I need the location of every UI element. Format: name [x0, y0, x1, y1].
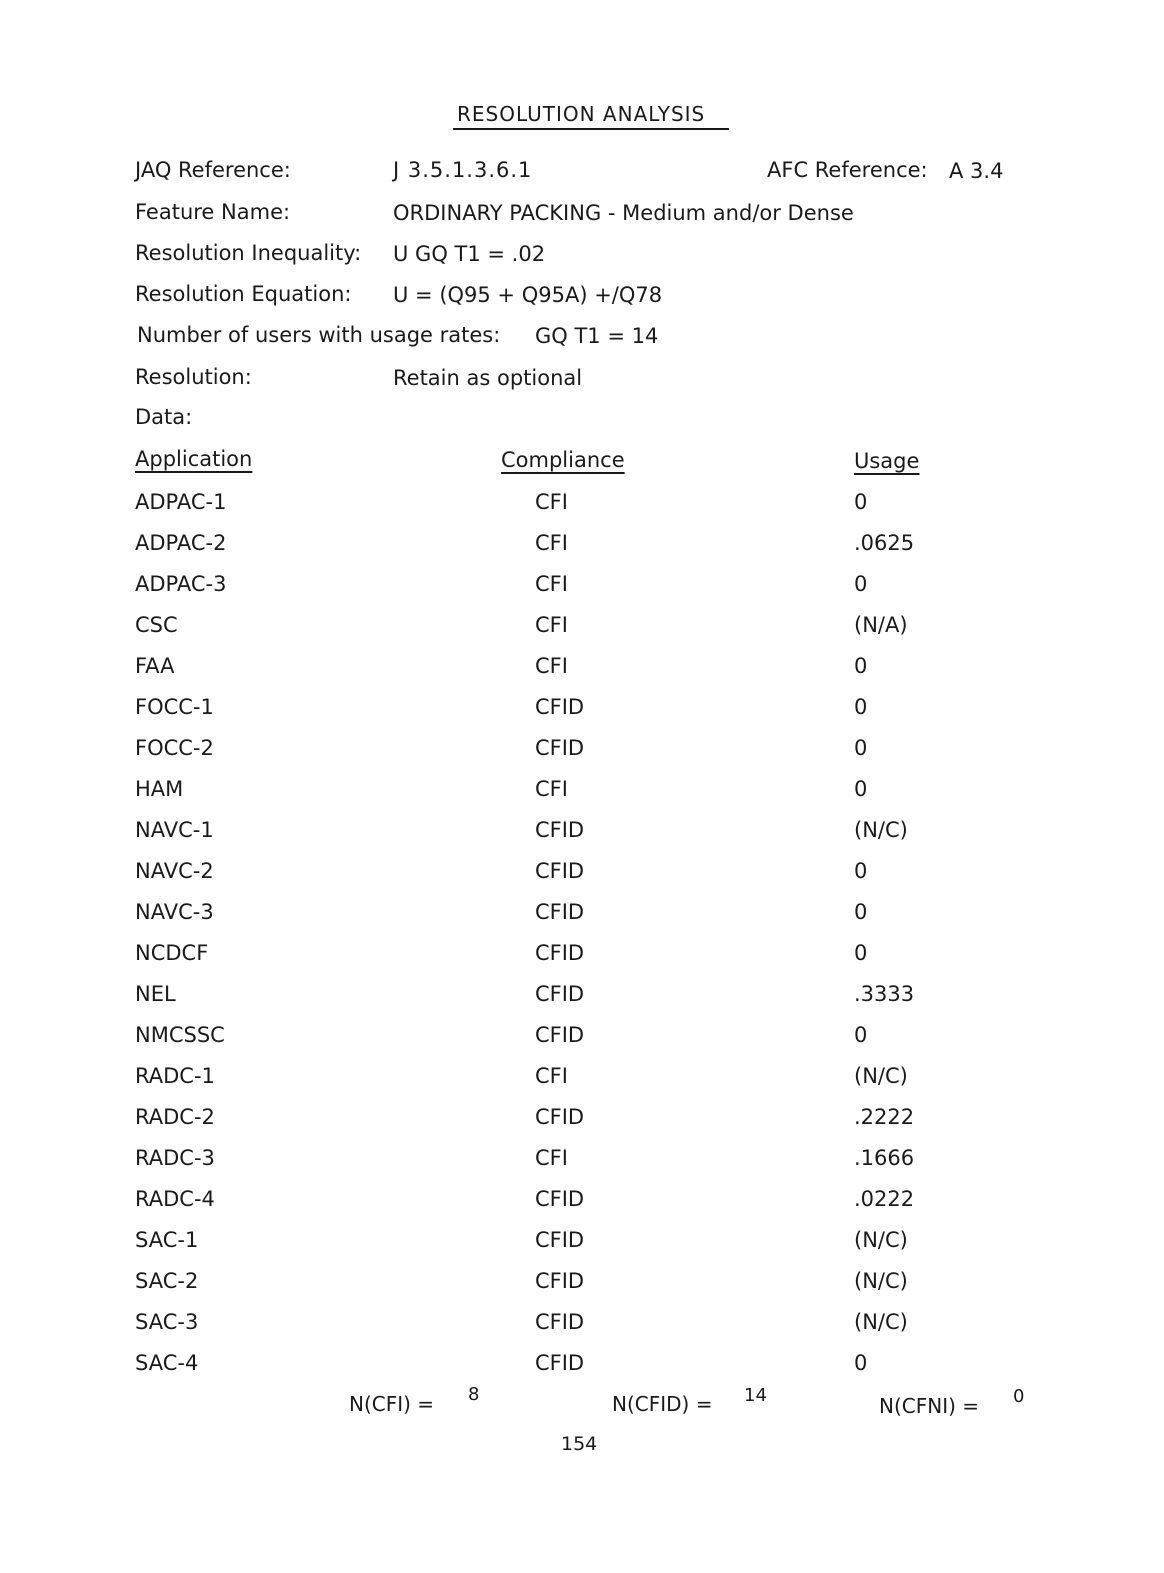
- table-row: [0, 613, 1164, 654]
- usage-cell: (N/A): [854, 613, 908, 637]
- application-cell: RADC-1: [135, 1064, 215, 1088]
- application-cell: SAC-3: [135, 1310, 199, 1334]
- column-header-usage: Usage: [854, 449, 920, 473]
- resolution-label: Resolution:: [135, 365, 252, 389]
- compliance-cell: CFID: [535, 1310, 585, 1334]
- resolution-inequality-value: U GQ T1 = .02: [393, 242, 546, 266]
- cfi-count-value: 8: [468, 1384, 480, 1405]
- application-cell: FOCC-1: [135, 695, 214, 719]
- table-row: [0, 1187, 1164, 1228]
- table-row: [0, 1023, 1164, 1064]
- table-row: [0, 818, 1164, 859]
- table-row: [0, 1351, 1164, 1392]
- usage-cell: 0: [854, 941, 868, 965]
- compliance-cell: CFID: [535, 1228, 585, 1252]
- application-cell: FOCC-2: [135, 736, 214, 760]
- jaq-reference-label: JAQ Reference:: [135, 158, 291, 182]
- compliance-cell: CFID: [535, 1269, 585, 1293]
- compliance-cell: CFID: [535, 818, 585, 842]
- compliance-cell: CFI: [535, 490, 568, 514]
- title-underline: [453, 128, 729, 130]
- usage-cell: .0625: [854, 531, 915, 555]
- cfni-count-label: N(CFNI) =: [879, 1394, 980, 1418]
- table-row: [0, 1146, 1164, 1187]
- application-cell: CSC: [135, 613, 178, 637]
- compliance-cell: CFI: [535, 1146, 568, 1170]
- application-cell: RADC-4: [135, 1187, 215, 1211]
- usage-cell: 0: [854, 695, 868, 719]
- afc-reference-label: AFC Reference:: [767, 158, 928, 182]
- table-row: [0, 1269, 1164, 1310]
- application-cell: SAC-1: [135, 1228, 199, 1252]
- application-cell: ADPAC-1: [135, 490, 227, 514]
- cfni-count-value: 0: [1013, 1386, 1025, 1407]
- compliance-cell: CFID: [535, 982, 585, 1006]
- table-row: [0, 654, 1164, 695]
- table-row: [0, 1064, 1164, 1105]
- compliance-cell: CFI: [535, 531, 568, 555]
- usage-cell: 0: [854, 572, 868, 596]
- application-cell: NEL: [135, 982, 176, 1006]
- application-cell: NAVC-2: [135, 859, 214, 883]
- usage-cell: .2222: [854, 1105, 915, 1129]
- table-row: [0, 777, 1164, 818]
- table-row: [0, 1105, 1164, 1146]
- usage-cell: .1666: [854, 1146, 915, 1170]
- compliance-cell: CFID: [535, 859, 585, 883]
- resolution-equation-value: U = (Q95 + Q95A) +/Q78: [393, 283, 663, 307]
- compliance-cell: CFID: [535, 941, 585, 965]
- table-row: [0, 941, 1164, 982]
- usage-cell: 0: [854, 900, 868, 924]
- application-cell: HAM: [135, 777, 184, 801]
- usage-cell: 0: [854, 490, 868, 514]
- compliance-cell: CFID: [535, 1351, 585, 1375]
- table-row: [0, 531, 1164, 572]
- cfid-count-value: 14: [744, 1385, 767, 1406]
- usage-cell: 0: [854, 1023, 868, 1047]
- usage-cell: 0: [854, 859, 868, 883]
- data-label: Data:: [135, 405, 193, 429]
- table-row: [0, 490, 1164, 531]
- users-count-value: GQ T1 = 14: [535, 324, 659, 348]
- compliance-cell: CFID: [535, 1187, 585, 1211]
- application-cell: NAVC-3: [135, 900, 214, 924]
- application-cell: ADPAC-3: [135, 572, 227, 596]
- table-row: [0, 859, 1164, 900]
- compliance-cell: CFI: [535, 1064, 568, 1088]
- feature-name-value: ORDINARY PACKING - Medium and/or Dense: [393, 201, 854, 225]
- users-count-label: Number of users with usage rates:: [137, 323, 501, 347]
- table-row: [0, 572, 1164, 613]
- compliance-cell: CFI: [535, 777, 568, 801]
- table-row: [0, 695, 1164, 736]
- application-cell: SAC-4: [135, 1351, 199, 1375]
- compliance-cell: CFID: [535, 900, 585, 924]
- application-cell: NCDCF: [135, 941, 209, 965]
- application-cell: NAVC-1: [135, 818, 214, 842]
- table-row: [0, 736, 1164, 777]
- resolution-equation-label: Resolution Equation:: [135, 282, 352, 306]
- usage-cell: .3333: [854, 982, 915, 1006]
- usage-cell: (N/C): [854, 1310, 908, 1334]
- column-header-application: Application: [135, 447, 253, 471]
- application-cell: RADC-2: [135, 1105, 215, 1129]
- compliance-cell: CFI: [535, 613, 568, 637]
- jaq-reference-value: J 3.5.1.3.6.1: [393, 158, 533, 182]
- application-cell: RADC-3: [135, 1146, 215, 1170]
- column-header-compliance: Compliance: [501, 448, 625, 472]
- usage-cell: 0: [854, 654, 868, 678]
- compliance-cell: CFID: [535, 736, 585, 760]
- cfi-count-label: N(CFI) =: [349, 1392, 435, 1416]
- usage-cell: (N/C): [854, 1064, 908, 1088]
- cfid-count-label: N(CFID) =: [612, 1392, 713, 1416]
- usage-cell: (N/C): [854, 818, 908, 842]
- feature-name-label: Feature Name:: [135, 200, 291, 224]
- usage-cell: 0: [854, 736, 868, 760]
- compliance-cell: CFID: [535, 695, 585, 719]
- table-row: [0, 1228, 1164, 1269]
- table-row: [0, 982, 1164, 1023]
- usage-cell: 0: [854, 777, 868, 801]
- usage-cell: (N/C): [854, 1228, 908, 1252]
- compliance-cell: CFID: [535, 1105, 585, 1129]
- application-cell: FAA: [135, 654, 175, 678]
- table-row: [0, 900, 1164, 941]
- compliance-cell: CFID: [535, 1023, 585, 1047]
- table-row: [0, 1310, 1164, 1351]
- page-number: 154: [561, 1433, 598, 1455]
- resolution-inequality-label: Resolution Inequality:: [135, 241, 362, 265]
- compliance-cell: CFI: [535, 572, 568, 596]
- compliance-cell: CFI: [535, 654, 568, 678]
- afc-reference-value: A 3.4: [949, 159, 1004, 183]
- page-title: RESOLUTION ANALYSIS: [457, 102, 706, 126]
- application-cell: SAC-2: [135, 1269, 199, 1293]
- application-cell: ADPAC-2: [135, 531, 227, 555]
- usage-cell: .0222: [854, 1187, 915, 1211]
- usage-cell: 0: [854, 1351, 868, 1375]
- resolution-value: Retain as optional: [393, 366, 583, 390]
- application-cell: NMCSSC: [135, 1023, 225, 1047]
- usage-cell: (N/C): [854, 1269, 908, 1293]
